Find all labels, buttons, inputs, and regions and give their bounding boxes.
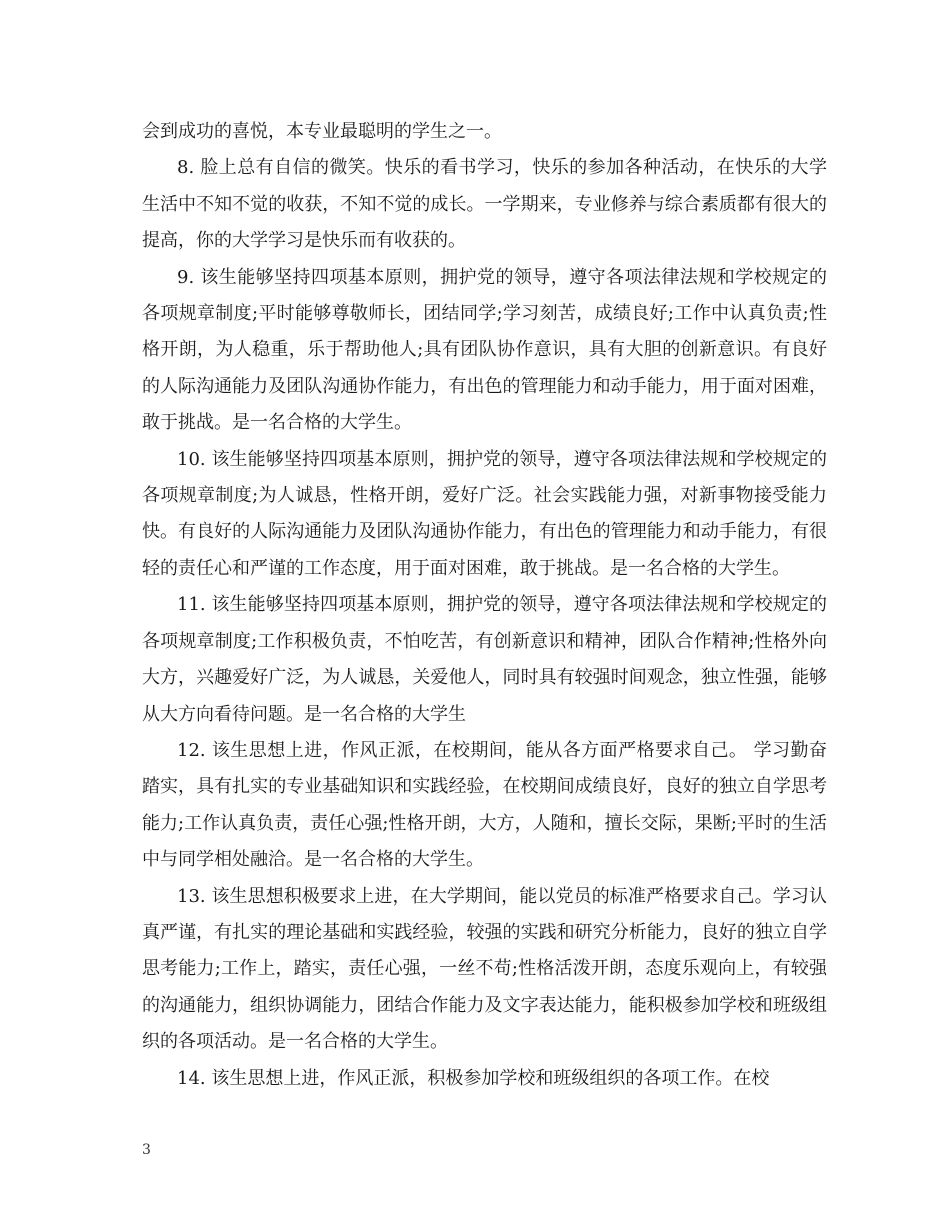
paragraph-item-10: 10. 该生能够坚持四项基本原则，拥护党的领导，遵守各项法律法规和学校规定的各项规章制度;为人诚恳，性格开朗，爱好广泛。社会实践能力强，对新事物接受能力快。有良好的人际沟通能力及团队沟通协作能力，有出色的管理能力和动手能力，有很轻的责任心和严谨的工作态度，用于面对困难，敢于挑战。是一名合格的大学生。 <box>142 448 827 579</box>
page-number: 3 <box>142 1142 151 1158</box>
paragraph-item-9: 9. 该生能够坚持四项基本原则，拥护党的领导，遵守各项法律法规和学校规定的各项规章制度;平时能够尊敬师长，团结同学;学习刻苦，成绩良好;工作中认真负责;性格开朗，为人稳重，乐于帮助他人;具有团队协作意识，具有大胆的创新意识。有良好的人际沟通能力及团队沟通协作能力，有出色的管理能力和动手能力，用于面对困难，敢于挑战。是一名合格的大学生。 <box>142 266 827 434</box>
paragraph-item-14: 14. 该生思想上进，作风正派，积极参加学校和班级组织的各项工作。在校 <box>177 1067 770 1089</box>
paragraph-item-13: 13. 该生思想积极要求上进，在大学期间，能以党员的标准严格要求自己。学习认真严谨，有扎实的理论基础和实践经验，较强的实践和研究分析能力，良好的独立自学思考能力;工作上，踏实，责任心强，一丝不苟;性格活泼开朗，态度乐观向上，有较强的沟通能力，组织协调能力，团结合作能力及文字表达能力，能积极参加学校和班级组织的各项活动。是一名合格的大学生。 <box>142 885 827 1053</box>
paragraph-item-8: 8. 脸上总有自信的微笑。快乐的看书学习，快乐的参加各种活动，在快乐的大学生活中不知不觉的收获，不知不觉的成长。一学期来，专业修养与综合素质都有很大的提高，你的大学学习是快乐而有收获的。 <box>142 157 827 252</box>
paragraph-item-11: 11. 该生能够坚持四项基本原则，拥护党的领导，遵守各项法律法规和学校规定的各项规章制度;工作积极负责，不怕吃苦，有创新意识和精神，团队合作精神;性格外向大方，兴趣爱好广泛，为人诚恳，关爱他人，同时具有较强时间观念，独立性强，能够从大方向看待问题。是一名合格的大学生 <box>142 594 827 725</box>
paragraph-continuation: 会到成功的喜悦，本专业最聪明的学生之一。 <box>142 121 502 142</box>
document-body <box>142 114 827 1097</box>
paragraph-item-12: 12. 该生思想上进，作风正派，在校期间，能从各方面严格要求自己。 学习勤奋踏实，具有扎实的专业基础知识和实践经验，在校期间成绩良好，良好的独立自学思考能力;工作认真负责，责任心强;性格开朗，大方，人随和，擅长交际，果断;平时的生活中与同学相处融洽。是一名合格的大学生。 <box>142 739 827 871</box>
